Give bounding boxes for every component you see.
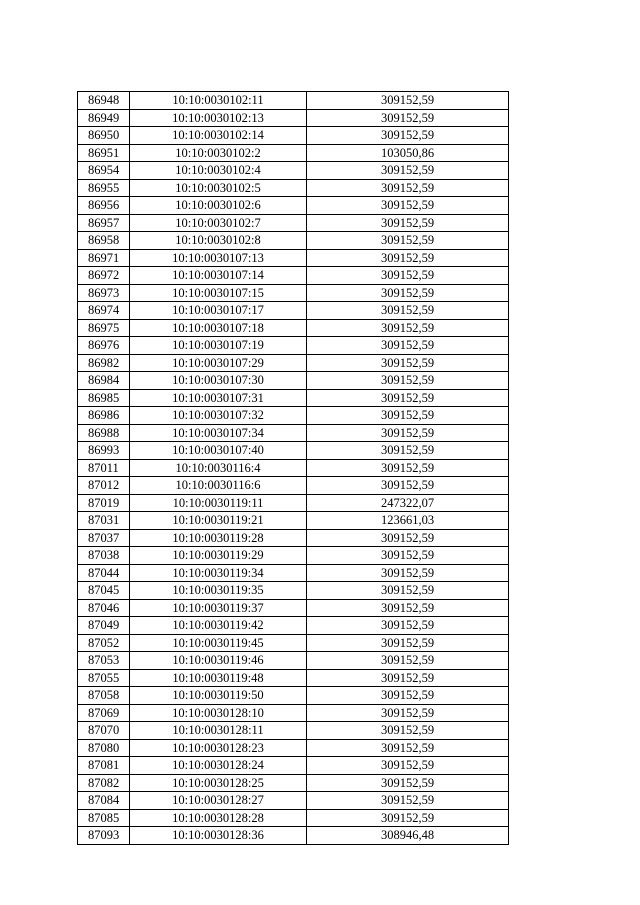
cadastral-value-cell: 309152,59 — [307, 529, 509, 547]
cadastral-number-cell: 10:10:0030107:19 — [130, 337, 307, 355]
cadastral-value-cell: 309152,59 — [307, 92, 509, 110]
table-row — [78, 459, 509, 477]
cadastral-value-cell: 309152,59 — [307, 372, 509, 390]
cadastral-value-cell: 309152,59 — [307, 757, 509, 775]
cadastral-number-cell: 10:10:0030119:50 — [130, 687, 307, 705]
table-row — [78, 809, 509, 827]
cadastral-value-cell: 103050,86 — [307, 144, 509, 162]
row-id-cell: 87031 — [78, 512, 130, 530]
cadastral-number-cell: 10:10:0030128:27 — [130, 792, 307, 810]
row-id-cell: 87012 — [78, 477, 130, 495]
cadastral-number-cell: 10:10:0030128:24 — [130, 757, 307, 775]
table-row — [78, 494, 509, 512]
cadastral-number-cell: 10:10:0030128:10 — [130, 704, 307, 722]
cadastral-value-cell: 309152,59 — [307, 459, 509, 477]
table-row — [78, 547, 509, 565]
row-id-cell: 87038 — [78, 547, 130, 565]
cadastral-value-cell: 309152,59 — [307, 617, 509, 635]
cadastral-number-cell: 10:10:0030107:40 — [130, 442, 307, 460]
cadastral-value-cell: 309152,59 — [307, 809, 509, 827]
table-row — [78, 162, 509, 180]
row-id-cell: 86982 — [78, 354, 130, 372]
cadastral-value-cell: 309152,59 — [307, 267, 509, 285]
cadastral-value-cell: 309152,59 — [307, 477, 509, 495]
cadastral-number-cell: 10:10:0030116:6 — [130, 477, 307, 495]
table-row — [78, 564, 509, 582]
row-id-cell: 86986 — [78, 407, 130, 425]
row-id-cell: 86957 — [78, 214, 130, 232]
row-id-cell: 86951 — [78, 144, 130, 162]
cadastral-number-cell: 10:10:0030119:11 — [130, 494, 307, 512]
cadastral-number-cell: 10:10:0030128:28 — [130, 809, 307, 827]
cadastral-number-cell: 10:10:0030119:34 — [130, 564, 307, 582]
cadastral-number-cell: 10:10:0030102:8 — [130, 232, 307, 250]
cadastral-number-cell: 10:10:0030102:13 — [130, 109, 307, 127]
cadastral-number-cell: 10:10:0030119:42 — [130, 617, 307, 635]
cadastral-value-cell: 309152,59 — [307, 249, 509, 267]
table-row — [78, 442, 509, 460]
cadastral-value-cell: 309152,59 — [307, 179, 509, 197]
row-id-cell: 86958 — [78, 232, 130, 250]
table-row — [78, 512, 509, 530]
cadastral-value-cell: 309152,59 — [307, 337, 509, 355]
row-id-cell: 86948 — [78, 92, 130, 110]
row-id-cell: 87044 — [78, 564, 130, 582]
table-row — [78, 827, 509, 845]
cadastral-value-cell: 309152,59 — [307, 634, 509, 652]
cadastral-number-cell: 10:10:0030128:36 — [130, 827, 307, 845]
table-row — [78, 337, 509, 355]
cadastral-value-cell: 309152,59 — [307, 232, 509, 250]
table-row — [78, 669, 509, 687]
cadastral-number-cell: 10:10:0030107:15 — [130, 284, 307, 302]
table-row — [78, 599, 509, 617]
row-id-cell: 87019 — [78, 494, 130, 512]
row-id-cell: 87055 — [78, 669, 130, 687]
row-id-cell: 87052 — [78, 634, 130, 652]
row-id-cell: 86955 — [78, 179, 130, 197]
cadastral-value-cell: 309152,59 — [307, 564, 509, 582]
row-id-cell: 87053 — [78, 652, 130, 670]
table-row — [78, 407, 509, 425]
table-row — [78, 389, 509, 407]
table-row — [78, 354, 509, 372]
cadastral-number-cell: 10:10:0030107:32 — [130, 407, 307, 425]
cadastral-value-cell: 309152,59 — [307, 547, 509, 565]
cadastral-value-cell: 309152,59 — [307, 722, 509, 740]
table-row — [78, 92, 509, 110]
cadastral-number-cell: 10:10:0030107:30 — [130, 372, 307, 390]
cadastral-number-cell: 10:10:0030107:18 — [130, 319, 307, 337]
cadastral-value-cell: 309152,59 — [307, 424, 509, 442]
cadastral-value-cell: 309152,59 — [307, 582, 509, 600]
cadastral-number-cell: 10:10:0030102:2 — [130, 144, 307, 162]
cadastral-value-cell: 309152,59 — [307, 704, 509, 722]
cadastral-number-cell: 10:10:0030107:14 — [130, 267, 307, 285]
cadastral-number-cell: 10:10:0030102:7 — [130, 214, 307, 232]
row-id-cell: 86976 — [78, 337, 130, 355]
cadastral-value-cell: 123661,03 — [307, 512, 509, 530]
row-id-cell: 86984 — [78, 372, 130, 390]
cadastral-number-cell: 10:10:0030119:37 — [130, 599, 307, 617]
row-id-cell: 86985 — [78, 389, 130, 407]
cadastral-number-cell: 10:10:0030107:13 — [130, 249, 307, 267]
row-id-cell: 87058 — [78, 687, 130, 705]
row-id-cell: 86993 — [78, 442, 130, 460]
table-row — [78, 477, 509, 495]
row-id-cell: 86956 — [78, 197, 130, 215]
table-row — [78, 424, 509, 442]
table-body — [78, 92, 509, 845]
row-id-cell: 86973 — [78, 284, 130, 302]
cadastral-value-cell: 309152,59 — [307, 197, 509, 215]
cadastral-number-cell: 10:10:0030102:4 — [130, 162, 307, 180]
row-id-cell: 87081 — [78, 757, 130, 775]
row-id-cell: 86972 — [78, 267, 130, 285]
cadastral-value-table — [77, 91, 509, 845]
table-row — [78, 127, 509, 145]
cadastral-number-cell: 10:10:0030119:45 — [130, 634, 307, 652]
table-row — [78, 197, 509, 215]
cadastral-value-cell: 309152,59 — [307, 407, 509, 425]
row-id-cell: 86975 — [78, 319, 130, 337]
cadastral-value-cell: 309152,59 — [307, 354, 509, 372]
table-row — [78, 582, 509, 600]
cadastral-number-cell: 10:10:0030119:46 — [130, 652, 307, 670]
cadastral-value-cell: 309152,59 — [307, 652, 509, 670]
cadastral-value-cell: 309152,59 — [307, 442, 509, 460]
table-row — [78, 739, 509, 757]
row-id-cell: 86950 — [78, 127, 130, 145]
table-row — [78, 652, 509, 670]
row-id-cell: 87082 — [78, 774, 130, 792]
cadastral-value-cell: 309152,59 — [307, 109, 509, 127]
cadastral-value-cell: 247322,07 — [307, 494, 509, 512]
row-id-cell: 87045 — [78, 582, 130, 600]
cadastral-number-cell: 10:10:0030107:29 — [130, 354, 307, 372]
cadastral-number-cell: 10:10:0030119:35 — [130, 582, 307, 600]
cadastral-number-cell: 10:10:0030128:23 — [130, 739, 307, 757]
table-row — [78, 144, 509, 162]
cadastral-number-cell: 10:10:0030116:4 — [130, 459, 307, 477]
cadastral-value-cell: 309152,59 — [307, 319, 509, 337]
row-id-cell: 87069 — [78, 704, 130, 722]
table-row — [78, 179, 509, 197]
cadastral-value-cell: 309152,59 — [307, 127, 509, 145]
cadastral-number-cell: 10:10:0030102:5 — [130, 179, 307, 197]
table-row — [78, 757, 509, 775]
cadastral-value-cell: 309152,59 — [307, 389, 509, 407]
cadastral-value-cell: 309152,59 — [307, 284, 509, 302]
cadastral-value-cell: 309152,59 — [307, 302, 509, 320]
cadastral-number-cell: 10:10:0030107:31 — [130, 389, 307, 407]
row-id-cell: 87085 — [78, 809, 130, 827]
table-row — [78, 634, 509, 652]
table-row — [78, 214, 509, 232]
table-row — [78, 249, 509, 267]
cadastral-number-cell: 10:10:0030102:14 — [130, 127, 307, 145]
cadastral-number-cell: 10:10:0030119:29 — [130, 547, 307, 565]
row-id-cell: 87080 — [78, 739, 130, 757]
cadastral-number-cell: 10:10:0030128:25 — [130, 774, 307, 792]
table-row — [78, 704, 509, 722]
table-row — [78, 284, 509, 302]
table-row — [78, 319, 509, 337]
cadastral-value-cell: 309152,59 — [307, 739, 509, 757]
row-id-cell: 87070 — [78, 722, 130, 740]
cadastral-value-cell: 309152,59 — [307, 162, 509, 180]
cadastral-number-cell: 10:10:0030119:28 — [130, 529, 307, 547]
row-id-cell: 86988 — [78, 424, 130, 442]
row-id-cell: 86971 — [78, 249, 130, 267]
cadastral-number-cell: 10:10:0030119:48 — [130, 669, 307, 687]
cadastral-number-cell: 10:10:0030102:6 — [130, 197, 307, 215]
row-id-cell: 87011 — [78, 459, 130, 477]
row-id-cell: 87046 — [78, 599, 130, 617]
cadastral-number-cell: 10:10:0030102:11 — [130, 92, 307, 110]
cadastral-value-cell: 309152,59 — [307, 792, 509, 810]
table-row — [78, 687, 509, 705]
row-id-cell: 87037 — [78, 529, 130, 547]
table-row — [78, 372, 509, 390]
row-id-cell: 86974 — [78, 302, 130, 320]
cadastral-value-cell: 309152,59 — [307, 599, 509, 617]
table-row — [78, 267, 509, 285]
cadastral-number-cell: 10:10:0030107:17 — [130, 302, 307, 320]
table-row — [78, 529, 509, 547]
row-id-cell: 87093 — [78, 827, 130, 845]
row-id-cell: 87084 — [78, 792, 130, 810]
cadastral-value-cell: 309152,59 — [307, 669, 509, 687]
cadastral-number-cell: 10:10:0030107:34 — [130, 424, 307, 442]
table-row — [78, 792, 509, 810]
cadastral-value-cell: 309152,59 — [307, 774, 509, 792]
table-row — [78, 617, 509, 635]
cadastral-number-cell: 10:10:0030119:21 — [130, 512, 307, 530]
table-row — [78, 774, 509, 792]
table-row — [78, 302, 509, 320]
table-row — [78, 722, 509, 740]
cadastral-value-cell: 309152,59 — [307, 214, 509, 232]
cadastral-value-cell: 309152,59 — [307, 687, 509, 705]
row-id-cell: 86949 — [78, 109, 130, 127]
table-row — [78, 232, 509, 250]
row-id-cell: 87049 — [78, 617, 130, 635]
cadastral-value-cell: 308946,48 — [307, 827, 509, 845]
table-row — [78, 109, 509, 127]
cadastral-number-cell: 10:10:0030128:11 — [130, 722, 307, 740]
row-id-cell: 86954 — [78, 162, 130, 180]
